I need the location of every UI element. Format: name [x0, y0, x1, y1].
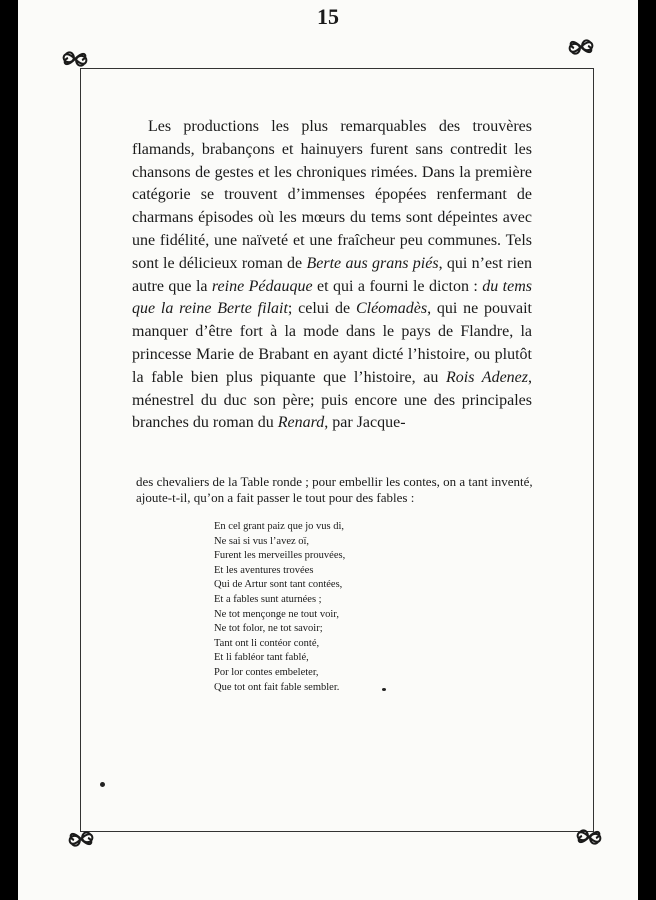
- text-segment: , qui n’est rien autre que la: [132, 254, 532, 295]
- title-reine-pedauque: reine Pédauque: [211, 277, 313, 295]
- verse-line: Et les aventures trovées: [214, 564, 314, 576]
- quote-intro-text: des chevaliers de la Table ronde ; pour embellir les contes, on a tant inventé, ajoute-t-il, qu’on a fait passer le tout pour des fables :: [136, 474, 533, 505]
- title-cleomades: Cléomadès: [355, 300, 428, 318]
- quote-intro: [136, 474, 536, 506]
- main-paragraph: [132, 116, 532, 435]
- flourish-ornament-icon: [562, 28, 600, 66]
- verse-block: [214, 520, 434, 695]
- verse-line: Ne tot mençonge ne tout voir,: [214, 608, 339, 620]
- flourish-ornament-icon: [56, 40, 94, 78]
- verse-line: Et a fables sunt aturnées ;: [214, 593, 322, 605]
- verse-line: Tant ont li contéor conté,: [214, 637, 320, 649]
- title-berte-aus-grans-pies: Berte aus grans piés: [306, 254, 439, 272]
- text-segment: ; celui de: [287, 300, 356, 318]
- text-segment: Les productions les plus remarquables des trouvères flamands, brabançons et hainuyers furent sans contredit les chansons de gestes et les chroniques rimées. Dans la première catégorie se trouvent d’immenses épopées renfermant de charmans épisodes où les mœurs du tems sont dépeintes avec une fidélité, une naïveté et une fraîcheur peu communes. Tels sont le délicieux roman de: [132, 118, 532, 272]
- verse-line: Ne sai si vus l’avez oï,: [214, 535, 310, 547]
- page-number: 15: [317, 4, 339, 29]
- ink-speck: [100, 782, 105, 787]
- text-segment: , qui ne pouvait manquer d’être fort à la mode dans le pays de Flandre, la princesse Marie de Brabant en ayant dicté l’histoire, ou plutôt la fable bien plus piquante que l’histoire, au: [132, 300, 533, 386]
- verse-line: Por lor contes embeleter,: [214, 666, 319, 678]
- dicton-quote: du tems que la reine Berte filait: [132, 277, 533, 318]
- ink-speck: [382, 688, 386, 691]
- title-renard: Renard: [277, 414, 325, 432]
- verse-line: Et li fabléor tant fablé,: [214, 652, 309, 664]
- flourish-ornament-icon: [62, 820, 100, 858]
- verse-line: Qui de Artur sont tant contées,: [214, 579, 343, 591]
- text-segment: et qui a fourni le dicton :: [312, 277, 483, 295]
- text-segment: , par Jacque-: [324, 414, 406, 432]
- name-rois-adenez: Rois Adenez: [446, 368, 529, 386]
- verse-line: En cel grant paiz que jo vus di,: [214, 521, 345, 532]
- flourish-ornament-icon: [570, 818, 608, 856]
- verse-line: Que tot ont fait fable sembler.: [214, 681, 340, 693]
- verse-line: Furent les merveilles prouvées,: [214, 550, 346, 562]
- text-segment: , ménestrel du duc son père; puis encore une des principales branches du roman du: [132, 368, 533, 432]
- verse-line: Ne tot folor, ne tot savoir;: [214, 623, 323, 635]
- book-page: [18, 0, 638, 900]
